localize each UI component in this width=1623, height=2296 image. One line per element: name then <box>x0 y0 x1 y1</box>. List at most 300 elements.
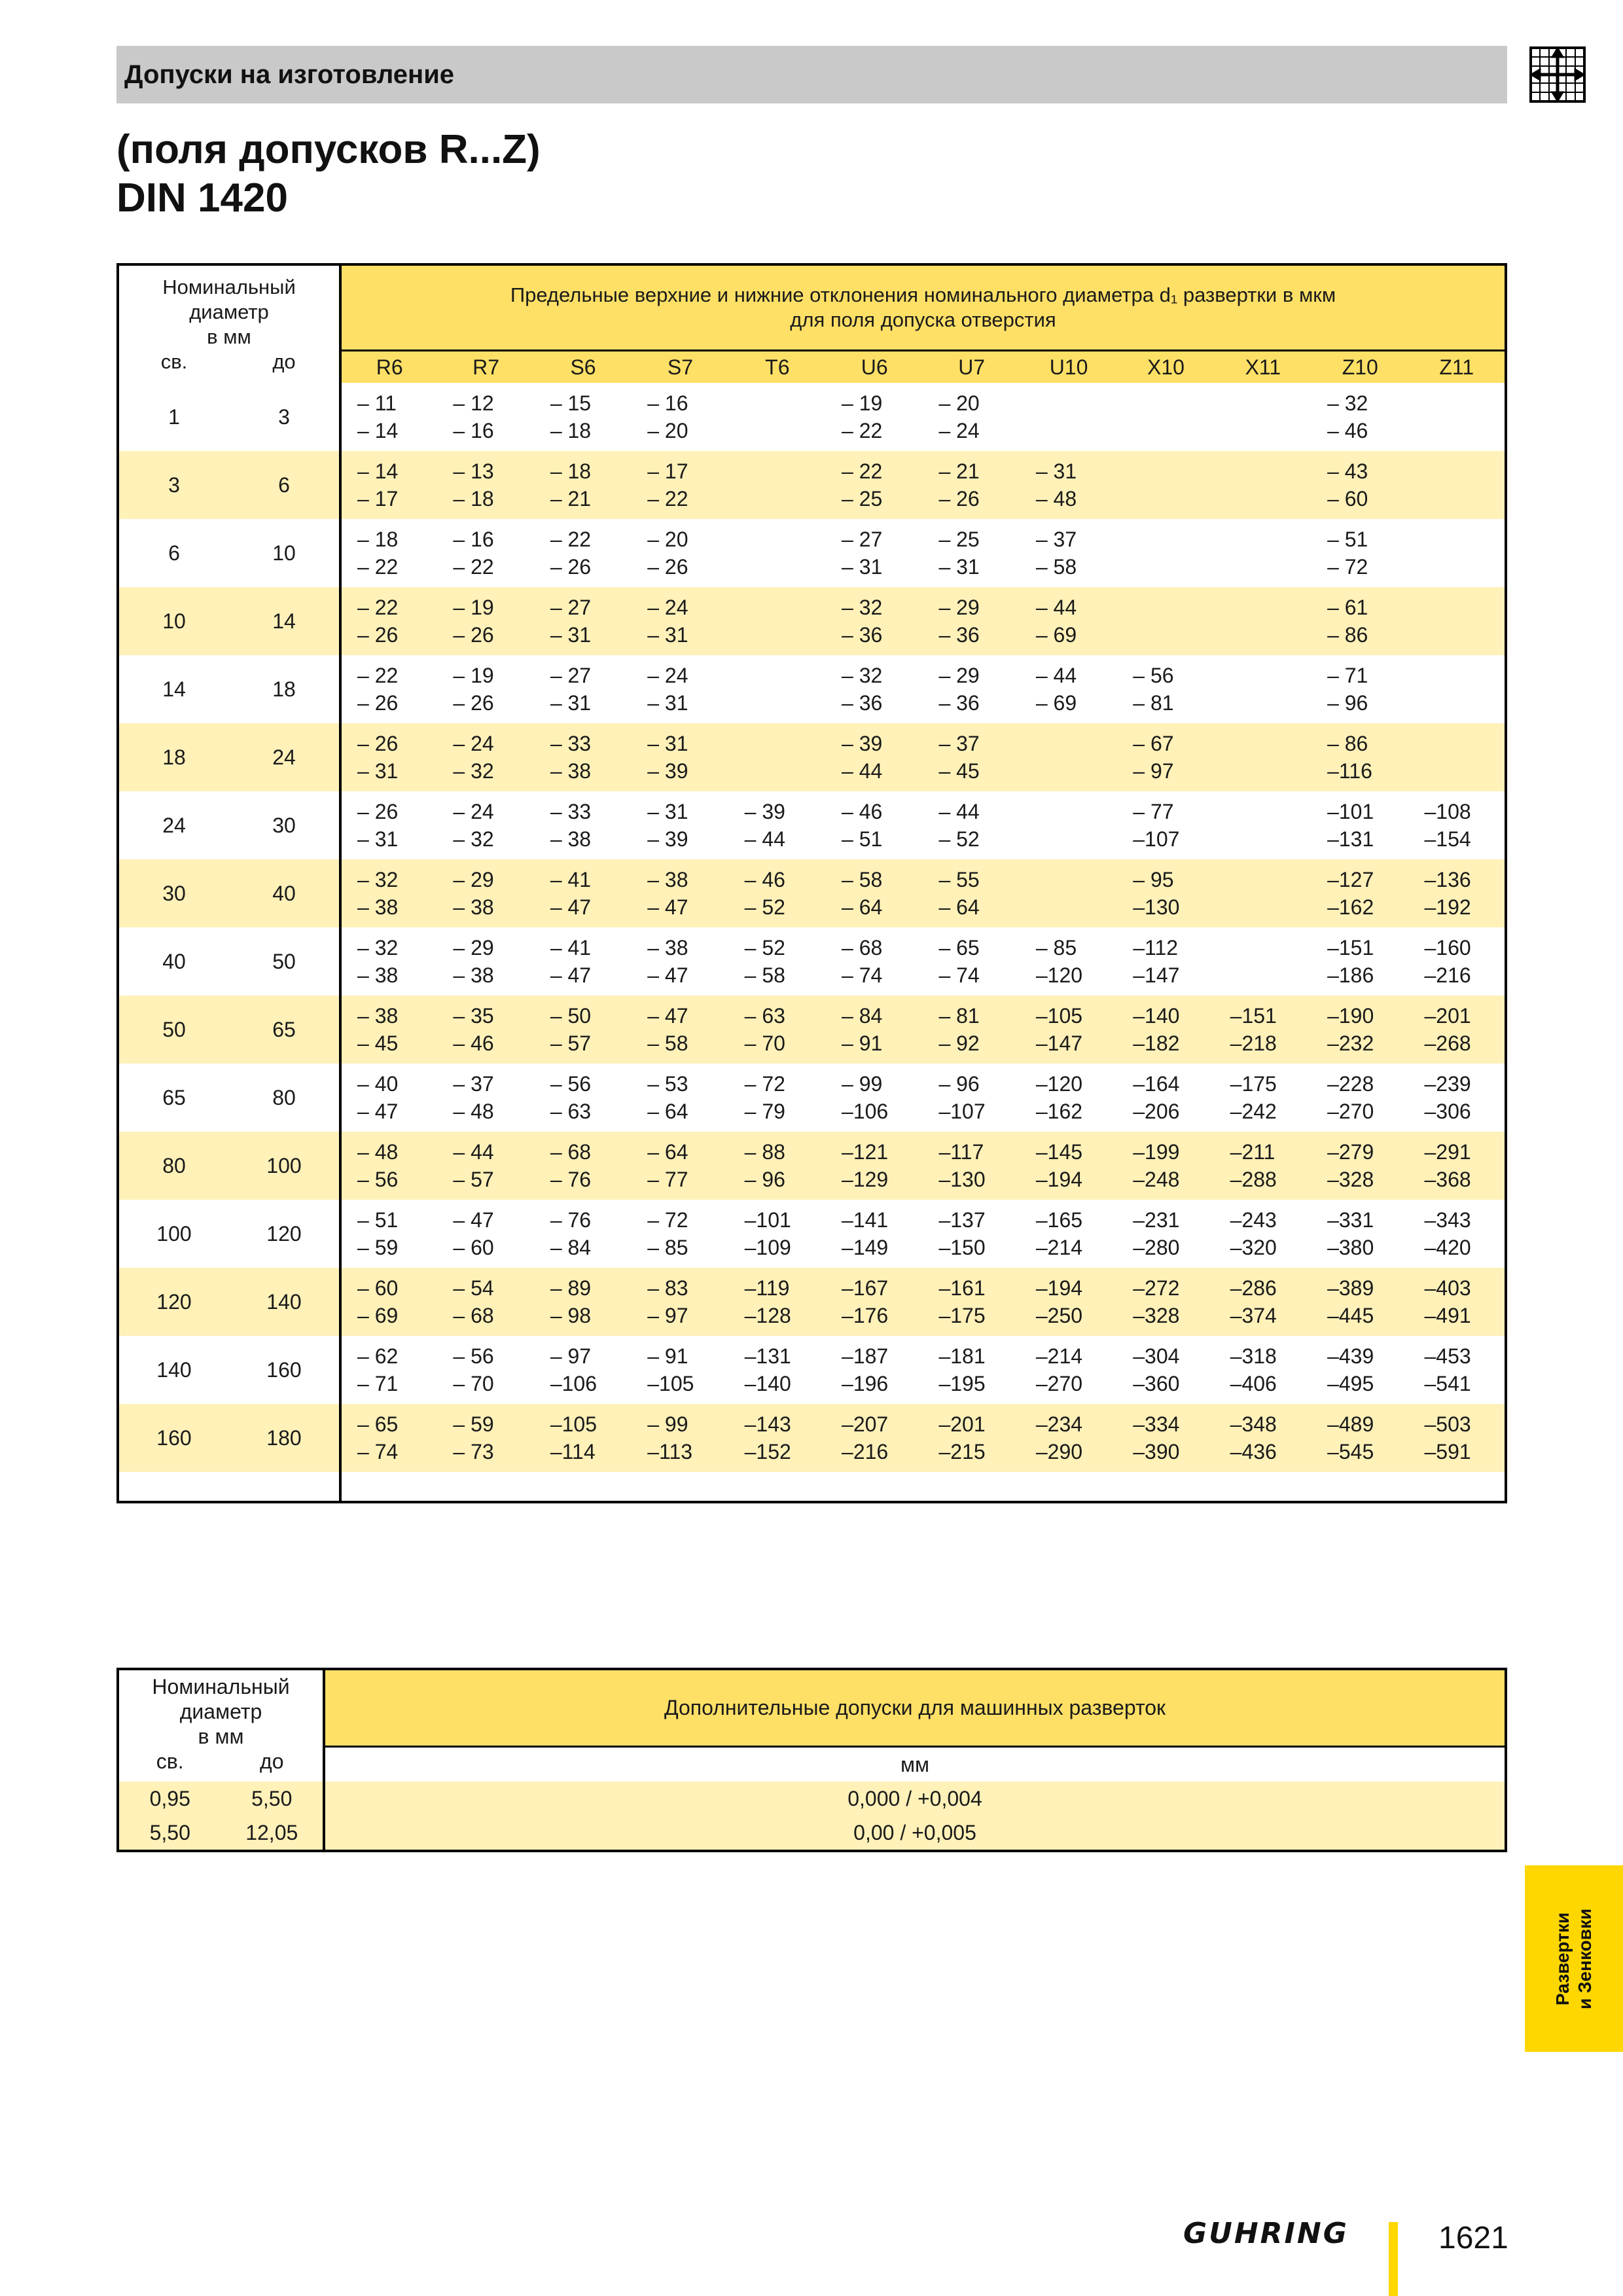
upper-deviation: – 55 <box>938 868 980 891</box>
nominal-to: 65 <box>272 1017 296 1041</box>
table-row <box>118 1336 1506 1404</box>
upper-deviation: –343 <box>1424 1208 1471 1232</box>
deviation-cell <box>1020 1336 1117 1404</box>
deviation-cell <box>826 859 923 927</box>
deviation-cell <box>632 996 728 1064</box>
lower-deviation: –268 <box>1424 1031 1471 1055</box>
deviation-cell <box>1117 791 1214 859</box>
lower-deviation: – 85 <box>647 1236 688 1259</box>
upper-deviation: –199 <box>1133 1140 1180 1164</box>
upper-deviation: –143 <box>744 1412 791 1436</box>
upper-deviation: –331 <box>1327 1208 1374 1232</box>
column-header: U7 <box>923 351 1020 384</box>
table-row <box>118 587 1506 655</box>
deviation-cell <box>632 723 728 791</box>
upper-deviation: –439 <box>1327 1344 1374 1368</box>
deviation-cell <box>535 859 632 927</box>
lower-deviation: –196 <box>842 1372 889 1395</box>
lower-deviation: – 96 <box>1327 691 1368 715</box>
deviation-cell <box>923 1336 1020 1404</box>
nominal-from: 40 <box>162 949 186 973</box>
lower-deviation: – 38 <box>550 759 592 783</box>
lower-deviation: – 18 <box>550 419 592 442</box>
lower-deviation: – 36 <box>938 623 980 647</box>
lower-deviation: –105 <box>647 1372 694 1395</box>
upper-deviation: –211 <box>1230 1140 1275 1164</box>
upper-deviation: – 67 <box>1133 732 1174 755</box>
lower-deviation: –131 <box>1327 827 1374 851</box>
deviation-cell <box>1117 1064 1214 1132</box>
upper-deviation: –119 <box>744 1276 790 1300</box>
deviation-cell <box>1408 996 1506 1064</box>
lower-deviation: –116 <box>1327 759 1372 783</box>
lower-deviation: – 21 <box>550 487 592 511</box>
nominal-range <box>118 996 340 1064</box>
column-header: T6 <box>729 351 826 384</box>
upper-deviation: – 39 <box>842 732 883 755</box>
table-footer-spacer <box>118 1472 1506 1502</box>
deviation-cell <box>1117 927 1214 996</box>
deviation-cell <box>1311 1064 1408 1132</box>
upper-deviation: – 50 <box>550 1004 592 1028</box>
lower-deviation: –147 <box>1035 1031 1083 1055</box>
title-line-2: DIN 1420 <box>116 175 288 221</box>
page-number: 1621 <box>1438 2221 1508 2255</box>
lower-deviation: – 64 <box>842 895 883 919</box>
column-header: U6 <box>826 351 923 384</box>
deviation-cell <box>1020 996 1117 1064</box>
lower-deviation: – 36 <box>842 623 883 647</box>
deviation-cell <box>437 1132 534 1200</box>
lower-deviation: – 22 <box>647 487 688 511</box>
lower-deviation: – 32 <box>453 827 494 851</box>
deviation-cell <box>535 791 632 859</box>
deviation-cell <box>1408 791 1506 859</box>
column-header: S7 <box>632 351 728 384</box>
deviation-cell <box>437 1404 534 1472</box>
upper-deviation: – 52 <box>744 936 785 960</box>
deviation-cell <box>1311 1268 1408 1336</box>
upper-deviation: – 44 <box>1035 664 1077 687</box>
nominal-from: 30 <box>162 881 186 905</box>
column-header: Z11 <box>1408 351 1506 384</box>
upper-deviation: – 32 <box>842 664 883 687</box>
deviation-cell <box>923 859 1020 927</box>
deviation-cell <box>1020 587 1117 655</box>
upper-deviation: – 21 <box>938 459 980 483</box>
lower-deviation: – 92 <box>938 1031 980 1055</box>
deviation-cell <box>1117 859 1214 927</box>
section-title: Допуски на изготовление <box>124 60 455 89</box>
column-header: Z10 <box>1311 351 1408 384</box>
lower-deviation: – 71 <box>357 1372 399 1395</box>
upper-deviation: –112 <box>1133 936 1179 960</box>
upper-deviation: –190 <box>1327 1004 1374 1028</box>
lower-deviation: – 59 <box>357 1236 399 1259</box>
table-row <box>118 1268 1506 1336</box>
lower-deviation: – 52 <box>744 895 785 919</box>
upper-deviation: – 31 <box>647 732 688 755</box>
upper-deviation: – 97 <box>550 1344 592 1368</box>
deviation-cell <box>729 383 826 451</box>
deviation-cell <box>1117 519 1214 587</box>
deviation-cell <box>1311 1200 1408 1268</box>
deviation-cell <box>437 519 534 587</box>
deviation-cell <box>1408 1200 1506 1268</box>
deviation-cell <box>340 791 437 859</box>
lower-deviation: –192 <box>1424 895 1471 919</box>
add-to-label: до <box>260 1749 284 1773</box>
deviation-cell <box>1020 451 1117 519</box>
deviation-cell <box>729 791 826 859</box>
lower-deviation: – 38 <box>357 895 399 919</box>
upper-deviation: – 86 <box>1327 732 1368 755</box>
lower-deviation: –360 <box>1133 1372 1180 1395</box>
deviation-caption <box>340 264 1506 351</box>
side-tab-line-2: и Зенковки <box>1575 1908 1595 2009</box>
lower-deviation: –154 <box>1424 827 1471 851</box>
lower-deviation: – 47 <box>357 1100 399 1123</box>
nominal-to: 40 <box>272 881 296 905</box>
lower-deviation: –106 <box>550 1372 597 1395</box>
deviation-cell <box>923 996 1020 1064</box>
lower-deviation: – 31 <box>647 691 688 715</box>
lower-deviation: –162 <box>1327 895 1374 919</box>
upper-deviation: – 13 <box>453 459 494 483</box>
lower-deviation: – 44 <box>744 827 785 851</box>
deviation-cell <box>340 587 437 655</box>
lower-deviation: –390 <box>1133 1440 1180 1463</box>
deviation-cell <box>1020 1404 1117 1472</box>
deviation-cell <box>1408 1404 1506 1472</box>
nominal-to: 10 <box>272 541 296 565</box>
nominal-label-1: Номинальный <box>162 276 296 298</box>
upper-deviation: – 51 <box>1327 528 1368 551</box>
add-nominal-range <box>118 1816 324 1851</box>
nominal-from: 6 <box>168 541 180 565</box>
lower-deviation: –113 <box>647 1440 693 1463</box>
deviation-cell <box>826 996 923 1064</box>
lower-deviation: – 31 <box>357 759 399 783</box>
upper-deviation: –121 <box>842 1140 889 1164</box>
upper-deviation: – 26 <box>357 800 399 823</box>
nominal-to: 160 <box>266 1357 302 1382</box>
upper-deviation: –101 <box>744 1208 791 1232</box>
upper-deviation: – 76 <box>550 1208 592 1232</box>
deviation-cell <box>1117 655 1214 723</box>
upper-deviation: –187 <box>842 1344 889 1368</box>
deviation-cell <box>826 1404 923 1472</box>
upper-deviation: –151 <box>1327 936 1374 960</box>
deviation-cell <box>1215 723 1311 791</box>
lower-deviation: –248 <box>1133 1168 1180 1191</box>
deviation-cell <box>340 451 437 519</box>
deviation-cell <box>535 1132 632 1200</box>
nominal-from: 140 <box>156 1357 192 1382</box>
deviation-cell <box>1408 451 1506 519</box>
lower-deviation: – 60 <box>453 1236 494 1259</box>
add-nominal-label-2: диаметр <box>179 1700 262 1723</box>
deviation-cell <box>923 519 1020 587</box>
deviation-cell <box>1215 1336 1311 1404</box>
upper-deviation: – 11 <box>357 391 397 415</box>
deviation-cell <box>437 383 534 451</box>
lower-deviation: –216 <box>842 1440 889 1463</box>
deviation-cell <box>632 587 728 655</box>
table-row <box>118 1404 1506 1472</box>
lower-deviation: –328 <box>1327 1168 1374 1191</box>
lower-deviation: –270 <box>1035 1372 1083 1395</box>
lower-deviation: – 26 <box>938 487 980 511</box>
lower-deviation: –106 <box>842 1100 889 1123</box>
lower-deviation: – 98 <box>550 1304 592 1327</box>
deviation-cell <box>1020 1200 1117 1268</box>
deviation-cell <box>340 383 437 451</box>
upper-deviation: –291 <box>1424 1140 1471 1164</box>
lower-deviation: –306 <box>1424 1100 1471 1123</box>
lower-deviation: – 31 <box>842 555 883 579</box>
deviation-cell <box>826 1132 923 1200</box>
lower-deviation: –120 <box>1035 963 1083 987</box>
nominal-range <box>118 451 340 519</box>
lower-deviation: – 38 <box>453 963 494 987</box>
deviation-cell <box>1311 1132 1408 1200</box>
deviation-cell <box>632 859 728 927</box>
lower-deviation: – 26 <box>357 691 399 715</box>
add-nominal-range <box>118 1782 324 1816</box>
nominal-to: 6 <box>278 473 290 497</box>
upper-deviation: –108 <box>1424 800 1471 823</box>
deviation-cell <box>1020 723 1117 791</box>
lower-deviation: –374 <box>1230 1304 1277 1327</box>
lower-deviation: –147 <box>1133 963 1180 987</box>
lower-deviation: –270 <box>1327 1100 1374 1123</box>
nominal-to: 24 <box>272 745 296 769</box>
lower-deviation: – 74 <box>938 963 980 987</box>
add-row <box>118 1782 1506 1816</box>
table-row <box>118 996 1506 1064</box>
deviation-cell <box>1311 587 1408 655</box>
lower-deviation: – 58 <box>647 1031 688 1055</box>
deviation-cell <box>1215 927 1311 996</box>
lower-deviation: –320 <box>1230 1236 1277 1259</box>
deviation-cell <box>1020 1064 1117 1132</box>
table-row <box>118 451 1506 519</box>
upper-deviation: –239 <box>1424 1072 1471 1096</box>
upper-deviation: – 56 <box>453 1344 494 1368</box>
upper-deviation: –286 <box>1230 1276 1277 1300</box>
lower-deviation: –215 <box>938 1440 986 1463</box>
deviation-cell <box>923 1064 1020 1132</box>
deviation-cell <box>1215 1064 1311 1132</box>
upper-deviation: – 91 <box>647 1344 688 1368</box>
upper-deviation: –167 <box>842 1276 889 1300</box>
column-header: X10 <box>1117 351 1214 384</box>
deviation-cell <box>923 1268 1020 1336</box>
upper-deviation: – 20 <box>938 391 980 415</box>
deviation-cell <box>1311 791 1408 859</box>
upper-deviation: – 59 <box>453 1412 494 1436</box>
deviation-cell <box>535 587 632 655</box>
nominal-range <box>118 859 340 927</box>
deviation-cell <box>632 1336 728 1404</box>
lower-deviation: –445 <box>1327 1304 1374 1327</box>
upper-deviation: – 89 <box>550 1276 592 1300</box>
nominal-diameter-header <box>118 264 340 383</box>
upper-deviation: – 14 <box>357 459 399 483</box>
upper-deviation: – 39 <box>744 800 785 823</box>
nominal-range <box>118 519 340 587</box>
lower-deviation: – 74 <box>357 1440 399 1463</box>
upper-deviation: –403 <box>1424 1276 1471 1300</box>
upper-deviation: –131 <box>744 1344 791 1368</box>
lower-deviation: – 48 <box>453 1100 494 1123</box>
lower-deviation: – 56 <box>357 1168 399 1191</box>
deviation-cell <box>923 1200 1020 1268</box>
lower-deviation: – 36 <box>938 691 980 715</box>
nominal-range <box>118 1132 340 1200</box>
nominal-from: 10 <box>162 609 186 633</box>
deviation-cell <box>632 1200 728 1268</box>
deviation-cell <box>340 859 437 927</box>
deviation-cell <box>1117 587 1214 655</box>
lower-deviation: –406 <box>1230 1372 1277 1395</box>
brand-logo: GUHRING <box>1183 2217 1349 2250</box>
add-value: 0,00 / +0,005 <box>324 1816 1506 1851</box>
nominal-from: 24 <box>162 813 186 837</box>
deviation-cell <box>1117 383 1214 451</box>
deviation-cell <box>923 723 1020 791</box>
upper-deviation: – 85 <box>1035 936 1077 960</box>
upper-deviation: – 54 <box>453 1276 494 1300</box>
upper-deviation: – 27 <box>842 528 883 551</box>
lower-deviation: – 97 <box>647 1304 688 1327</box>
table-row <box>118 723 1506 791</box>
lower-deviation: – 20 <box>647 419 688 442</box>
lower-deviation: –380 <box>1327 1236 1374 1259</box>
add-to: 5,50 <box>251 1786 293 1810</box>
deviation-cell <box>1311 723 1408 791</box>
deviation-cell <box>729 1268 826 1336</box>
lower-deviation: – 31 <box>550 691 592 715</box>
upper-deviation: – 25 <box>938 528 980 551</box>
upper-deviation: – 65 <box>938 936 980 960</box>
deviation-cell <box>1117 1200 1214 1268</box>
deviation-cell <box>632 451 728 519</box>
deviation-cell <box>340 1064 437 1132</box>
upper-deviation: – 44 <box>1035 596 1077 619</box>
upper-deviation: – 38 <box>647 868 688 891</box>
from-label: св. <box>160 350 188 373</box>
deviation-cell <box>437 1268 534 1336</box>
upper-deviation: – 48 <box>357 1140 399 1164</box>
upper-deviation: – 61 <box>1327 596 1368 619</box>
deviation-cell <box>535 383 632 451</box>
lower-deviation: – 47 <box>647 963 688 987</box>
deviation-cell <box>340 723 437 791</box>
lower-deviation: – 17 <box>357 487 399 511</box>
lower-deviation: – 31 <box>647 623 688 647</box>
upper-deviation: – 22 <box>357 596 399 619</box>
nominal-to: 80 <box>272 1085 296 1109</box>
deviation-cell <box>535 519 632 587</box>
add-row <box>118 1816 1506 1851</box>
lower-deviation: –436 <box>1230 1440 1277 1463</box>
lower-deviation: – 69 <box>1035 623 1077 647</box>
nominal-to: 30 <box>272 813 296 837</box>
deviation-cell <box>923 791 1020 859</box>
deviation-cell <box>1117 1268 1214 1336</box>
lower-deviation: –162 <box>1035 1100 1083 1123</box>
upper-deviation: –389 <box>1327 1276 1374 1300</box>
deviation-cell <box>1215 383 1311 451</box>
upper-deviation: – 44 <box>938 800 980 823</box>
deviation-cell <box>1311 996 1408 1064</box>
lower-deviation: –288 <box>1230 1168 1277 1191</box>
deviation-cell <box>535 723 632 791</box>
deviation-cell <box>1020 1268 1117 1336</box>
column-header: U10 <box>1020 351 1117 384</box>
add-from: 0,95 <box>149 1786 190 1810</box>
lower-deviation: – 63 <box>550 1100 592 1123</box>
upper-deviation: – 29 <box>453 868 494 891</box>
lower-deviation: – 74 <box>842 963 883 987</box>
deviation-cell <box>632 791 728 859</box>
deviation-cell <box>1215 996 1311 1064</box>
deviation-cell <box>923 1404 1020 1472</box>
deviation-cell <box>1311 927 1408 996</box>
upper-deviation: –207 <box>842 1412 889 1436</box>
upper-deviation: – 22 <box>842 459 883 483</box>
upper-deviation: –243 <box>1230 1208 1277 1232</box>
deviation-cell <box>1408 859 1506 927</box>
section-side-tab[interactable] <box>1525 1865 1623 2052</box>
lower-deviation: – 84 <box>550 1236 592 1259</box>
upper-deviation: –145 <box>1035 1140 1083 1164</box>
deviation-cell <box>729 1336 826 1404</box>
deviation-cell <box>437 1200 534 1268</box>
upper-deviation: – 31 <box>1035 459 1077 483</box>
deviation-cell <box>437 587 534 655</box>
lower-deviation: –130 <box>938 1168 986 1191</box>
upper-deviation: – 83 <box>647 1276 688 1300</box>
lower-deviation: – 16 <box>453 419 494 442</box>
nominal-to: 180 <box>266 1426 302 1450</box>
deviation-cell <box>826 723 923 791</box>
deviation-cell <box>729 859 826 927</box>
upper-deviation: – 18 <box>357 528 399 551</box>
deviation-cell <box>1408 519 1506 587</box>
lower-deviation: –420 <box>1424 1236 1471 1259</box>
deviation-cell <box>826 927 923 996</box>
table-row <box>118 791 1506 859</box>
upper-deviation: –175 <box>1230 1072 1277 1096</box>
upper-deviation: – 72 <box>744 1072 785 1096</box>
lower-deviation: – 70 <box>453 1372 494 1395</box>
deviation-cell <box>729 451 826 519</box>
lower-deviation: – 26 <box>453 623 494 647</box>
deviation-cell <box>437 1336 534 1404</box>
deviation-cell <box>1020 791 1117 859</box>
lower-deviation: –152 <box>744 1440 791 1463</box>
lower-deviation: –176 <box>842 1304 889 1327</box>
lower-deviation: –491 <box>1424 1304 1471 1327</box>
deviation-cell <box>1215 655 1311 723</box>
upper-deviation: – 81 <box>938 1004 980 1028</box>
table-row <box>118 1200 1506 1268</box>
table-row <box>118 1132 1506 1200</box>
add-to: 12,05 <box>245 1820 298 1844</box>
